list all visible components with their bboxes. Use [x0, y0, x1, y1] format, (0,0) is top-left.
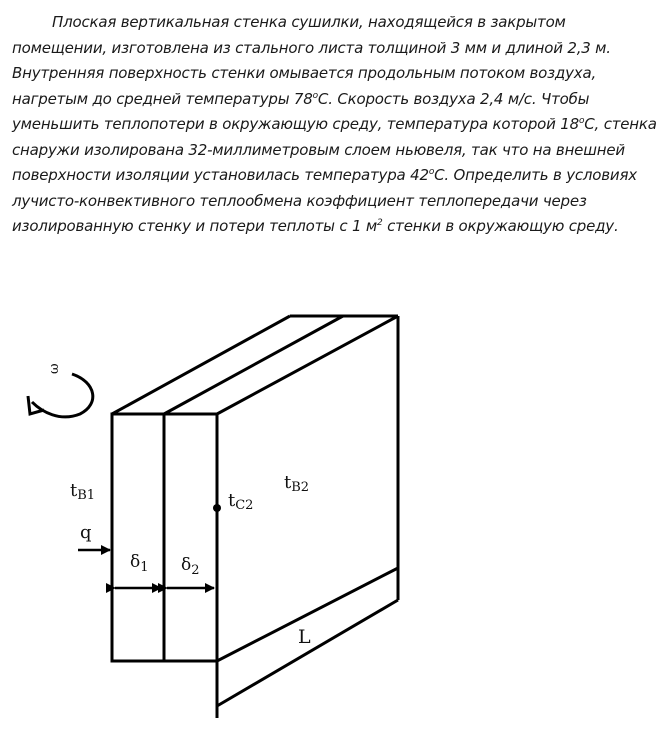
square-mark: 2: [377, 218, 383, 228]
tb1-label: tB1: [70, 480, 96, 503]
degree-mark-3: o: [428, 167, 435, 177]
layer-2-front: [164, 414, 217, 661]
layer-1-front: [112, 414, 164, 661]
tb2-label: tB2: [284, 472, 310, 495]
problem-text-3: C, стенка снаружи изолирована 32-миллиметровым слоем ньювеля, так что на внешней поверхности изоляции установилась температура 42: [12, 115, 657, 184]
top-edge-2: [164, 316, 343, 414]
problem-text-2: C. Скорость воздуха 2,4 м/с. Чтобы уменьшить теплопотери в окружающую среду, температура которой 18: [12, 89, 590, 133]
tc2-label: tC2: [228, 490, 254, 513]
problem-text-1: Плоская вертикальная стенка сушилки, находящейся в закрытом помещении, изготовлена из стального листа толщиной 3 мм и длиной 2,3 м. Внутренняя поверхность стенки омывается продольным потоком воздуха, нагретым до средней температуры 78: [12, 13, 611, 108]
problem-text-4: C. Определить в условиях лучисто-конвективного теплообмена коэффициент теплопередачи через изолированную стенку и потери теплоты с 1 м: [12, 166, 637, 235]
length-label: L: [298, 626, 311, 648]
degree-mark-1: o: [312, 90, 318, 101]
degree-mark-2: o: [578, 116, 585, 126]
q-label: q: [80, 522, 92, 543]
problem-text-5: стенки в окружающую среду.: [382, 217, 619, 235]
top-edge-1: [112, 316, 290, 414]
delta-1-label: $\delta_1$: [130, 552, 149, 575]
tc2-point: [213, 504, 221, 512]
delta-2-label: $\delta_2$: [181, 555, 200, 578]
omega-label: ω: [47, 363, 62, 374]
top-edge-3: [217, 316, 398, 414]
